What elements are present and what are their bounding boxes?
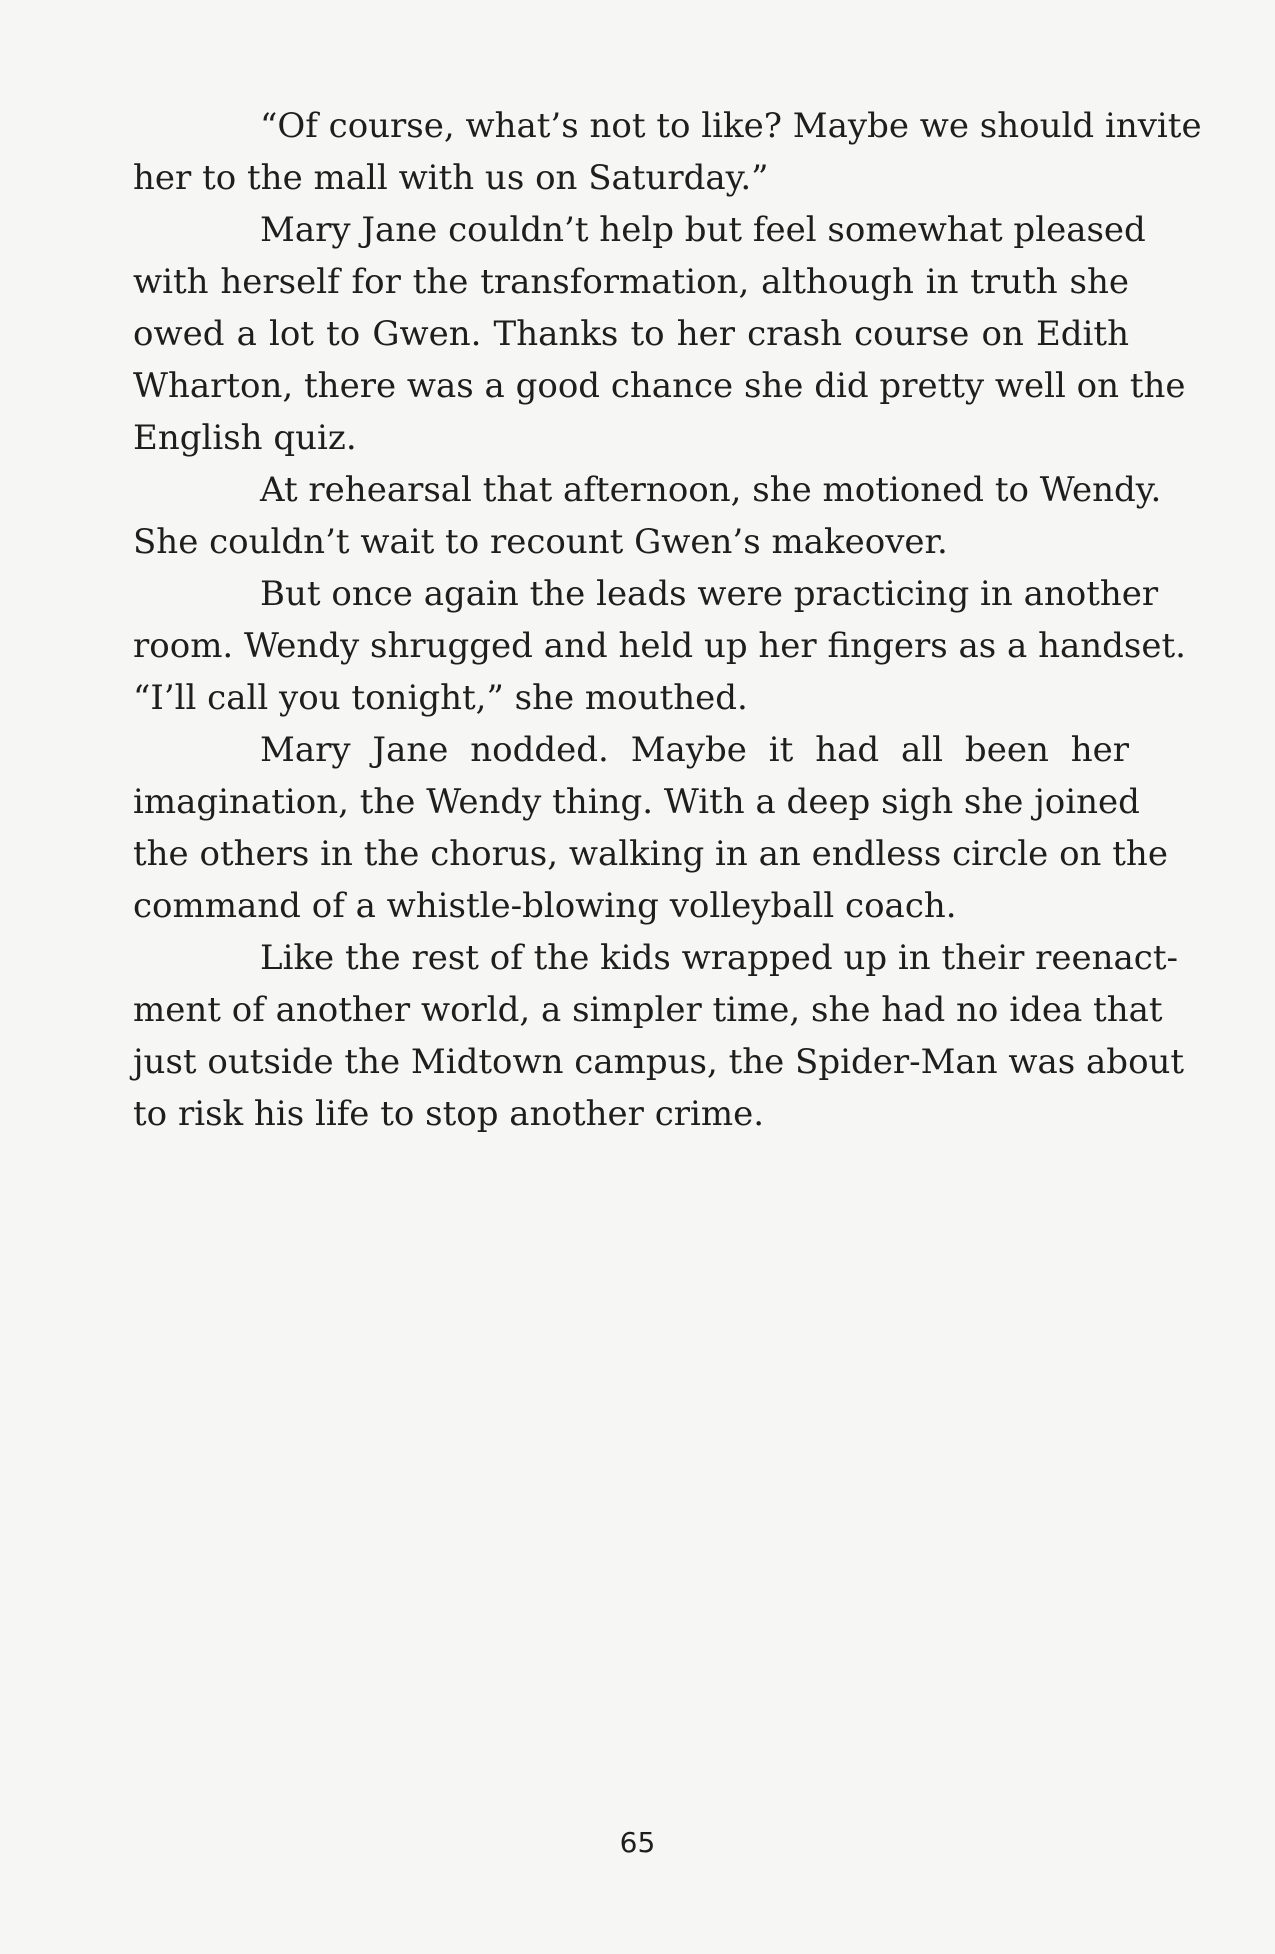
text-line: the others in the chorus, walking in an endless circle on the (133, 834, 1168, 874)
text-line: She couldn’t wait to recount Gwen’s makeover. (133, 522, 948, 562)
text-line: ment of another world, a simpler time, she had no idea that (133, 990, 1163, 1030)
text-line: imagination, the Wendy thing. With a deep sigh she joined (133, 782, 1140, 822)
text-line: Mary Jane nodded. Maybe it had all been her (260, 730, 1129, 770)
body-text (133, 100, 1202, 1140)
paragraph (133, 100, 1202, 204)
text-line: her to the mall with us on Saturday.” (133, 158, 769, 198)
text-line: Wharton, there was a good chance she did pretty well on the (133, 366, 1186, 406)
text-line: room. Wendy shrugged and held up her fingers as a handset. (133, 626, 1186, 666)
text-line: owed a lot to Gwen. Thanks to her crash course on Edith (133, 314, 1129, 354)
paragraph (133, 932, 1185, 1140)
text-line: command of a whistle-blowing volleyball coach. (133, 886, 957, 926)
text-line: “Of course, what’s not to like? Maybe we should invite (260, 106, 1202, 146)
text-line: But once again the leads were practicing in another (260, 574, 1159, 614)
paragraph (133, 568, 1186, 724)
paragraph (133, 204, 1186, 464)
text-line: just outside the Midtown campus, the Spider-Man was about (133, 1042, 1185, 1082)
paragraph (133, 724, 1168, 932)
text-line: “I’ll call you tonight,” she mouthed. (133, 678, 748, 718)
paragraph (133, 464, 1162, 568)
text-line: with herself for the transformation, although in truth she (133, 262, 1129, 302)
text-line: to risk his life to stop another crime. (133, 1094, 765, 1134)
page-number: 65 (619, 1826, 656, 1859)
text-line: English quiz. (133, 418, 357, 458)
text-line: Mary Jane couldn’t help but feel somewhat pleased (260, 210, 1146, 250)
text-line: At rehearsal that afternoon, she motioned to Wendy. (260, 470, 1162, 510)
text-line: Like the rest of the kids wrapped up in their reenact- (260, 938, 1178, 978)
